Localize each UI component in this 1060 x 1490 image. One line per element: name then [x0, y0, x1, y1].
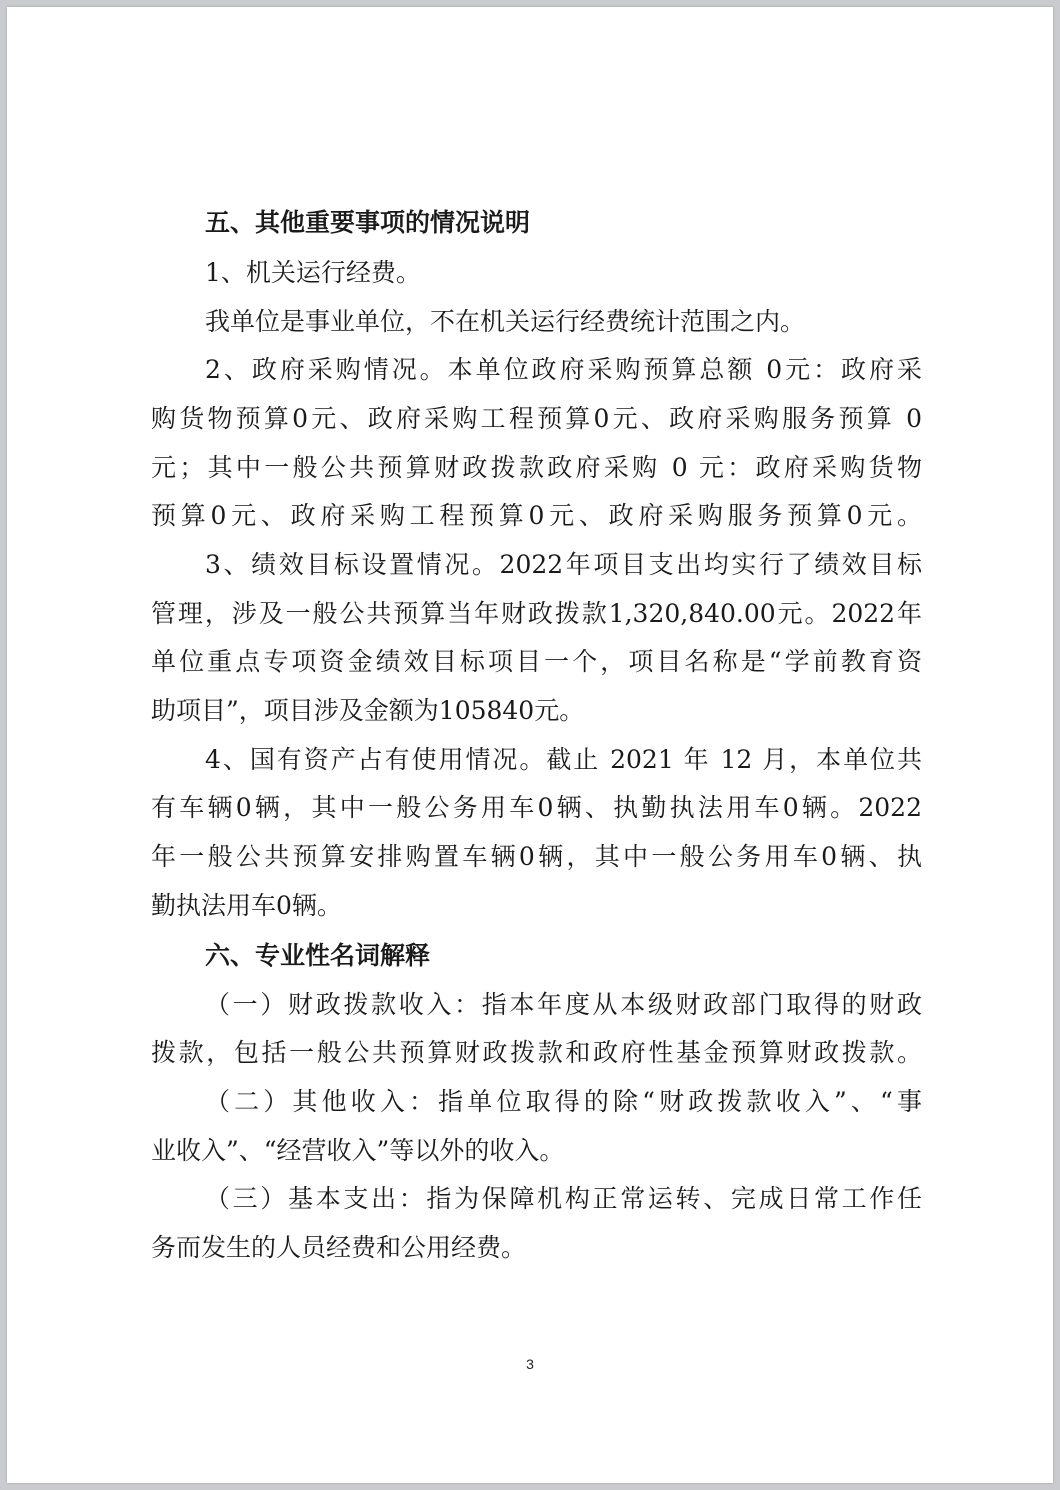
item3-line-3: 单位重点专项资金绩效目标项目一个，项目名称是“学前教育资: [151, 647, 922, 676]
term1-line-1: （一）财政拨款收入：指本年度从本级财政部门取得的财政: [205, 990, 922, 1019]
page-number: 3: [526, 1356, 534, 1372]
item3-line-1: 3、绩效目标设置情况。2022年项目支出均实行了绩效目标: [205, 550, 922, 579]
term3-line-2: 务而发生的人员经费和公用经费。: [151, 1233, 527, 1262]
term2-line-2: 业收入”、“经营收入”等以外的收入。: [151, 1136, 565, 1165]
item4-line-1: 4、国有资产占有使用情况。截止 2021 年 12 月，本单位共: [205, 745, 922, 774]
section-heading-other-matters: 五、其他重要事项的情况说明: [205, 208, 531, 237]
item4-line-2: 有车辆0辆，其中一般公务用车0辆、执勤执法用车0辆。2022: [151, 793, 922, 822]
item1-title: 1、机关运行经费。: [205, 258, 421, 287]
item2-line-1: 2、政府采购情况。本单位政府采购预算总额 0元：政府采: [205, 355, 922, 384]
item4-line-3: 年一般公共预算安排购置车辆0辆，其中一般公务用车0辆、执: [151, 842, 922, 871]
item2-line-3: 元；其中一般公共预算财政拨款政府采购 0 元：政府采购货物: [151, 453, 922, 482]
item4-line-4: 勤执法用车0辆。: [151, 891, 342, 920]
term1-line-2: 拨款，包括一般公共预算财政拨款和政府性基金预算财政拨款。: [151, 1038, 922, 1067]
item1-body: 我单位是事业单位，不在机关运行经费统计范围之内。: [205, 307, 806, 336]
item2-line-4: 预算0元、政府采购工程预算0元、政府采购服务预算0元。: [151, 501, 922, 530]
item3-line-4: 助项目”，项目涉及金额为105840元。: [151, 696, 585, 725]
section-heading-terms: 六、专业性名词解释: [205, 941, 431, 970]
item2-line-2: 购货物预算0元、政府采购工程预算0元、政府采购服务预算 0: [151, 404, 922, 433]
item3-line-2: 管理，涉及一般公共预算当年财政拨款1,320,840.00元。2022年: [151, 599, 922, 628]
term2-line-1: （二）其他收入：指单位取得的除“财政拨款收入”、“事: [205, 1087, 922, 1116]
term3-line-1: （三）基本支出：指为保障机构正常运转、完成日常工作任: [205, 1184, 922, 1213]
